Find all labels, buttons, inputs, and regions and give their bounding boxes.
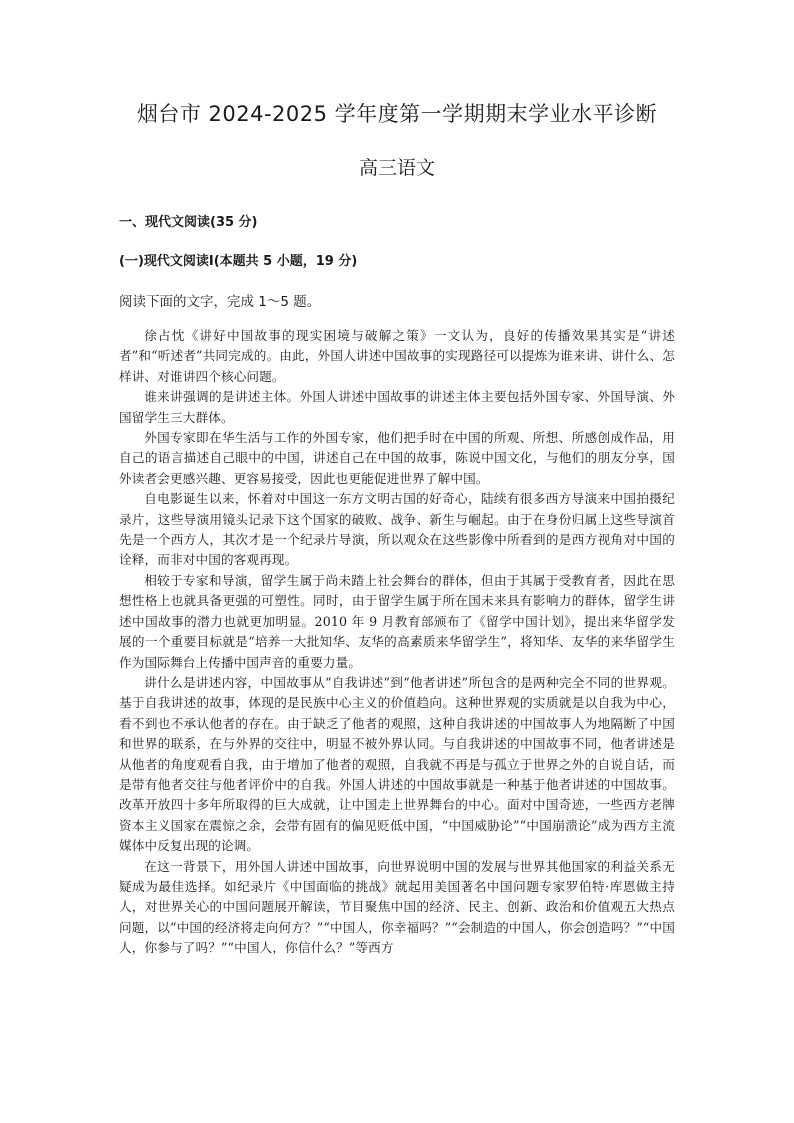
reading-passage (119, 326, 675, 959)
document-subtitle: 高三语文 (358, 157, 435, 179)
paragraph: 讲什么是讲述内容，中国故事从“自我讲述”到“他者讲述”所包含的是两种完全不同的世界观。基于自我讲述的故事，体现的是民族中心主义的价值趋向。这种世界观的实质就是以自我为中心，看不到也不承认他者的存在。由于缺乏了他者的观照，这种自我讲述的中国故事人为地隔断了中国和世界的联系，在与外界的交往中，明显不被外界认同。与自我讲述的中国故事不同，他者讲述是从他者的角度观看自我，由于增加了他者的观照，自我就不再是与孤立于世界之外的自说自话，而是带有他者交往与他者评价中的自我。外国人讲述的中国故事就是一种基于他者讲述的中国故事。改革开放四十多年所取得的巨大成就，让中国走上世界舞台的中心。面对中国奇迹，一些西方老牌资本主义国家在震惊之余，会带有固有的偏见贬低中国，“中国威胁论”“中国崩溃论”成为西方主流媒体中反复出现的论调。 (119, 674, 675, 854)
reading-instruction: 阅读下面的文字，完成 1～5 题。 (119, 294, 321, 310)
paragraph: 在这一背景下，用外国人讲述中国故事，向世界说明中国的发展与世界其他国家的利益关系无疑成为最佳选择。如纪录片《中国面临的挑战》就起用美国著名中国问题专家罗伯特·库恩做主持人，对世界关心的中国问题展开解读，节目聚焦中国的经济、民主、创新、政治和价值观五大热点问题，以“中国的经济将走向何方？”“中国人，你幸福吗？”“会制造的中国人，你会创造吗？”“中国人，你参与了吗？”“中国人，你信什么？”等西方 (119, 858, 675, 956)
paragraph: 相较于专家和导演，留学生属于尚未踏上社会舞台的群体，但由于其属于受教育者，因此在思想性格上也就具备更强的可塑性。同时，由于留学生属于所在国未来具有影响力的群体，留学生讲述中国故事的潜力也就更加明显。2010 年 9 月教育部颁布了《留学中国计划》，提出来华留学发展的一个重要目标就是“培养一大批知华、友华的高素质来华留学生”，将知华、友华的来华留学生作为国际舞台上传播中国声音的重要力量。 (119, 572, 675, 670)
paragraph: 自电影诞生以来，怀着对中国这一东方文明古国的好奇心，陆续有很多西方导演来中国拍摄纪录片，这些导演用镜头记录下这个国家的破败、战争、新生与崛起。由于在身份归属上这些导演首先是一个西方人，其次才是一个纪录片导演，所以观众在这些影像中所看到的是西方视角对中国的诠释，而非对中国的客观再现。 (119, 491, 675, 568)
subsection-heading: (一)现代文阅读Ⅰ(本题共 5 小题，19 分) (119, 254, 358, 269)
paragraph: 外国专家即在华生活与工作的外国专家，他们把手时在中国的所观、所想、所感创成作品，用自己的语言描述自己眼中的中国，讲述自己在中国的故事，陈说中国文化，与他们的朋友分享，国外读者会更感兴趣、更容易接受，因此也更能促进世界了解中国。 (119, 430, 675, 486)
paragraph: 徐占忱《讲好中国故事的现实困境与破解之策》一文认为，良好的传播效果其实是“讲述者”和“听述者”共同完成的。由此，外国人讲述中国故事的实现路径可以提炼为谁来讲、讲什么、怎样讲、对谁讲四个核心问题。 (119, 328, 675, 384)
paragraph: 谁来讲强调的是讲述主体。外国人讲述中国故事的讲述主体主要包括外国专家、外国导演、外国留学生三大群体。 (119, 389, 675, 425)
document-title: 烟台市 2024-2025 学年度第一学期期末学业水平诊断 (136, 102, 658, 126)
section-heading: 一、现代文阅读(35 分) (119, 215, 258, 230)
